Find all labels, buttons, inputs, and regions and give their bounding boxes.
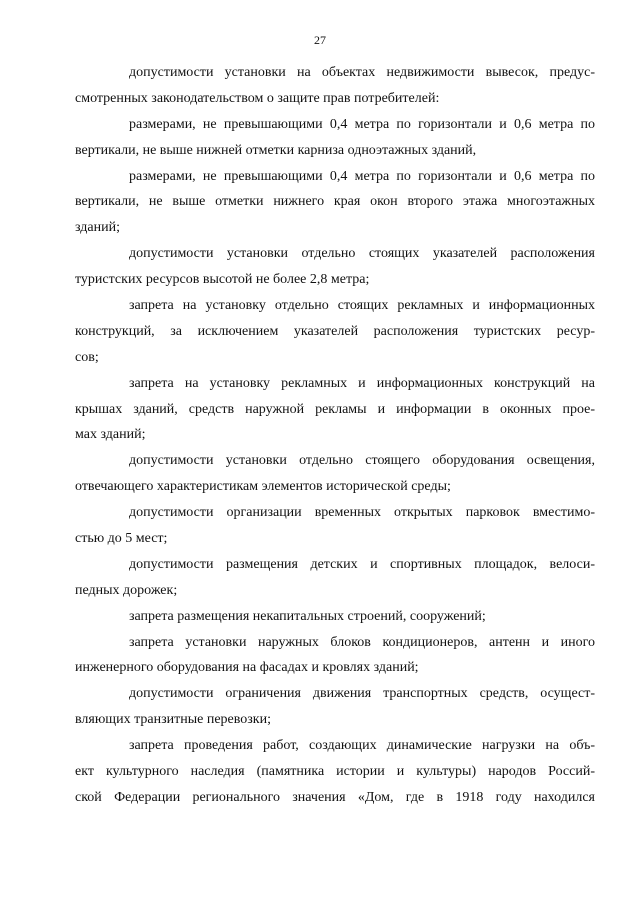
paragraph-line: вертикали, не выше отметки нижнего края окон второго этажа многоэтажных <box>75 194 595 210</box>
paragraph-line: запрета размещения некапитальных строений, сооружений; <box>129 608 486 624</box>
paragraph <box>75 241 595 293</box>
paragraph-line: крышах зданий, средств наружной рекламы и информации в оконных прое- <box>75 401 595 417</box>
paragraph <box>75 552 595 604</box>
paragraph <box>75 733 595 811</box>
paragraph-line: запрета на установку рекламных и информационных конструкций на <box>129 375 595 391</box>
paragraph <box>75 112 595 164</box>
paragraph-line: зданий; <box>75 220 120 236</box>
paragraph-line: стью до 5 мест; <box>75 531 168 547</box>
paragraph-line: допустимости размещения детских и спортивных площадок, велоси- <box>129 556 595 572</box>
paragraph-line: ект культурного наследия (памятника истории и культуры) народов Россий- <box>75 764 595 780</box>
paragraph <box>75 630 595 682</box>
paragraph-line: допустимости установки отдельно стоящего оборудования освещения, <box>129 453 595 469</box>
paragraph <box>75 604 595 630</box>
paragraph-line: конструкций, за исключением указателей расположения туристских ресур- <box>75 323 595 339</box>
paragraph-line: педных дорожек; <box>75 582 178 598</box>
paragraph-line: допустимости установки отдельно стоящих указателей расположения <box>129 246 595 262</box>
page-number: 27 <box>314 33 326 47</box>
paragraph-line: отвечающего характеристикам элементов исторической среды; <box>75 479 451 495</box>
paragraph-line: размерами, не превышающими 0,4 метра по горизонтали и 0,6 метра по <box>129 168 595 184</box>
paragraph-line: сов; <box>75 349 99 365</box>
paragraph-line: туристских ресурсов высотой не более 2,8 метра; <box>75 272 370 288</box>
paragraph-line: размерами, не превышающими 0,4 метра по горизонтали и 0,6 метра по <box>129 116 595 132</box>
paragraph <box>75 500 595 552</box>
paragraph <box>75 681 595 733</box>
paragraph <box>75 60 595 112</box>
paragraph-line: вляющих транзитные перевозки; <box>75 712 271 728</box>
paragraph-line: запрета на установку отдельно стоящих рекламных и информационных <box>129 298 595 314</box>
paragraph-line: запрета проведения работ, создающих динамические нагрузки на объ- <box>129 738 595 754</box>
paragraph-line: допустимости организации временных открытых парковок вместимо- <box>129 505 595 521</box>
paragraph <box>75 371 595 449</box>
paragraph <box>75 293 595 371</box>
paragraph-line: вертикали, не выше нижней отметки карниза одноэтажных зданий, <box>75 142 477 158</box>
paragraph-line: ской Федерации регионального значения «Дом, где в 1918 году находился <box>75 789 595 805</box>
paragraph <box>75 164 595 242</box>
paragraph-line: смотренных законодательством о защите прав потребителей: <box>75 90 440 106</box>
paragraph-line: допустимости ограничения движения транспортных средств, осущест- <box>129 686 595 702</box>
paragraph-line: запрета установки наружных блоков кондиционеров, антенн и иного <box>129 634 595 650</box>
document-body <box>75 60 595 811</box>
paragraph-line: допустимости установки на объектах недвижимости вывесок, предус- <box>129 65 595 80</box>
paragraph-line: инженерного оборудования на фасадах и кровлях зданий; <box>75 660 419 676</box>
paragraph-line: мах зданий; <box>75 427 146 443</box>
paragraph <box>75 448 595 500</box>
